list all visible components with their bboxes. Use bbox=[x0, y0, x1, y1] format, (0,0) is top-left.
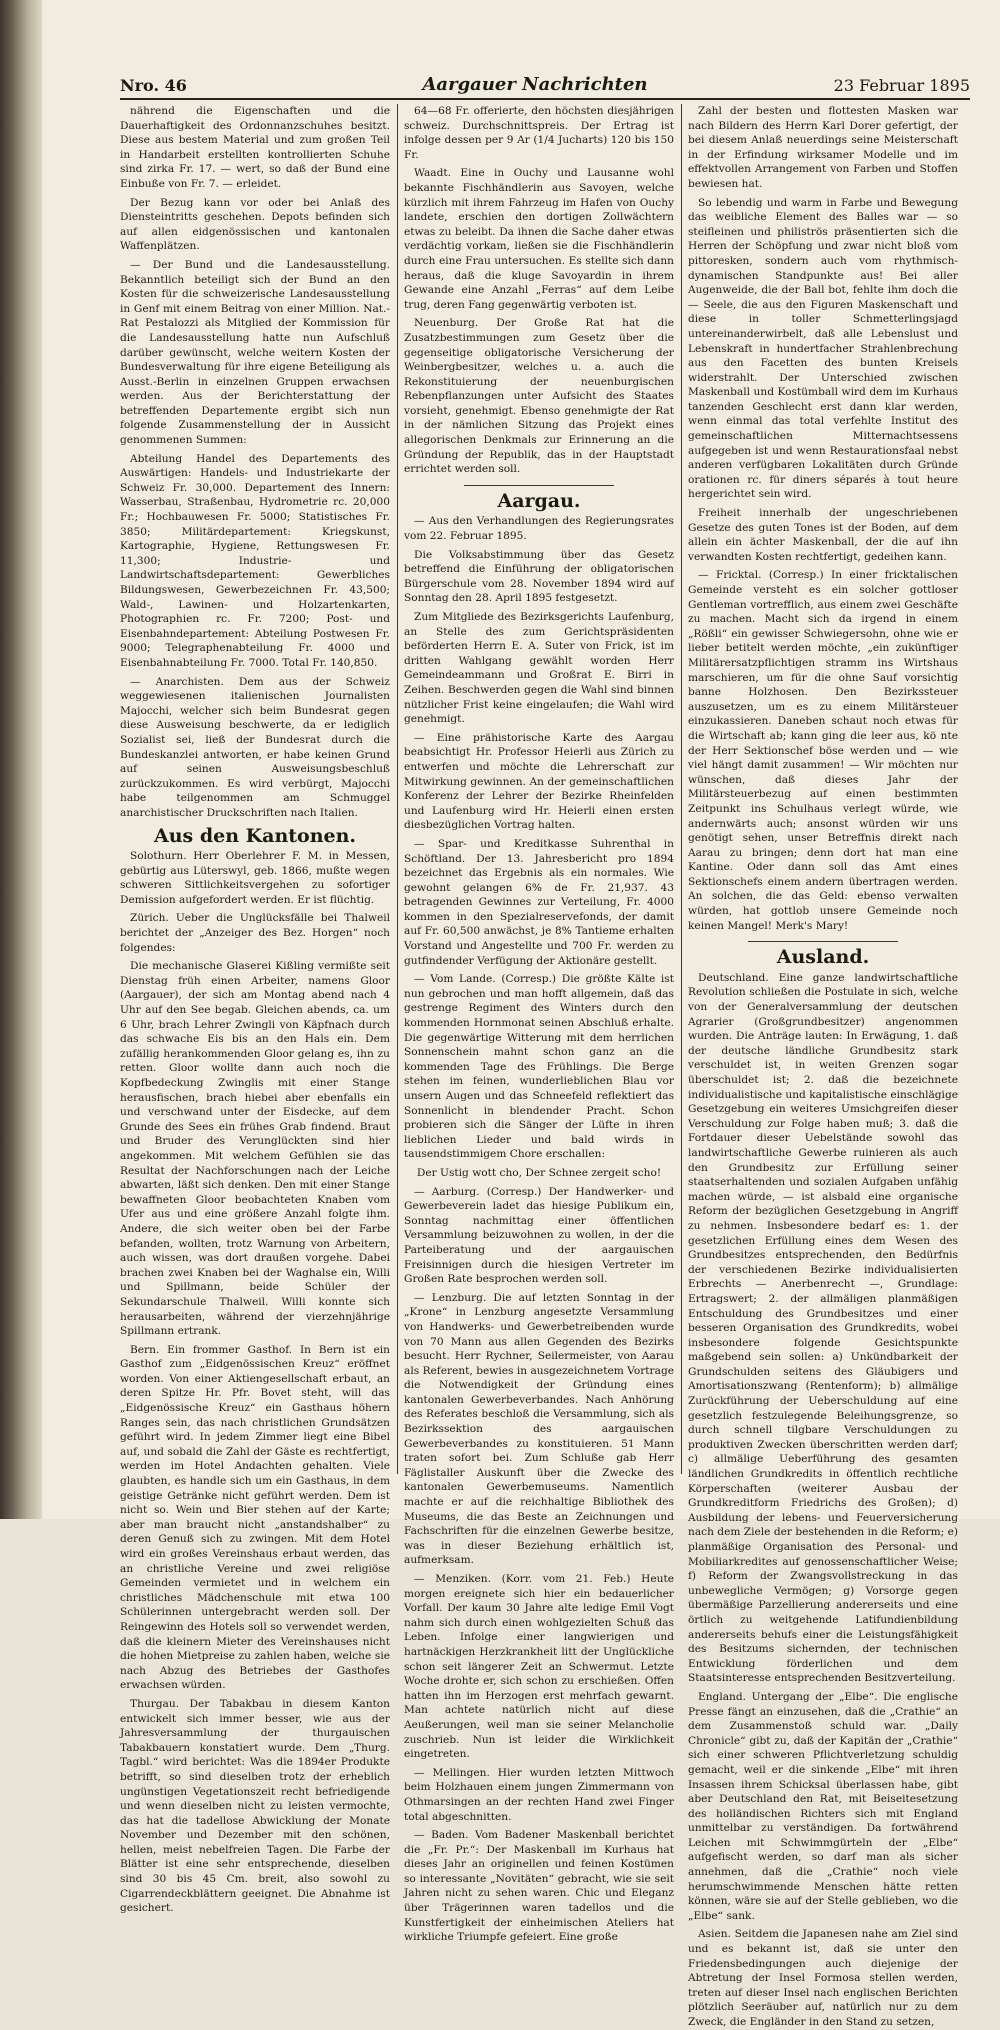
section-divider bbox=[464, 485, 614, 486]
article-paragraph: Solothurn. Herr Oberlehrer F. M. in Messen, gebürtig aus Lüterswyl, geb. 1866, mußte wegen schweren Sittlichkeitsvergehen zu sofortiger Demission aufgefordert werden. Er ist flüchtig. bbox=[120, 850, 390, 906]
section-divider bbox=[748, 941, 898, 942]
section-heading-aargau: Aargau. bbox=[497, 489, 581, 512]
article-paragraph: Der Ustig wott cho, Der Schnee zergeit scho! bbox=[416, 1166, 662, 1179]
article-paragraph: Waadt. Eine in Ouchy und Lausanne wohl bekannte Fischhändlerin aus Savoyen, welche kürzlich mit ihrem Fahrzeug im Hafen von Ouchy landete, erschien den dortigen Zollwächtern etwas zu beleibt. Da ihnen die Sache daher etwas verdächtig vorkam, ließen sie die Fischhändlerin durch eine Frau untersuchen. Es stellte sich dann heraus, daß die kluge Savoyardin in ihrem Gewande eine Anzahl „Ferras“ auf dem Leibe trug, deren Fang gegenwärtig verboten ist. bbox=[404, 167, 674, 311]
article-paragraph: Die Volksabstimmung über das Gesetz betreffend die Einführung der obligatorischen Bürgerschule vom 28. November 1894 wird auf Sonntag den 28. April 1895 festgesetzt. bbox=[404, 548, 674, 605]
article-paragraph: So lebendig und warm in Farbe und Bewegung das weibliche Element des Balles war — so steifleinen und philiströs präsentierten sich die Herren der Schöpfung und zwar nicht bloß vom pittoresken, sondern auch vom rhythmisch-dynamischen Standpunkte aus! Bei aller Augenweide, die der Ball bot, fehlte ihm doch die — Seele, die aus den Figuren Maskenschaft und diese in toller Schmetterlingsjagd untereinanderwirbelt, daß alle Lebenslust und Lebenskraft in hundertfacher Strahlenbrechung aus den Facetten des bunten Kreisels widerstrahlt. Der Unterschied zwischen Maskenball und Kostümball wird dem im Kurhaus tanzenden Geschlecht erst dann klar werden, wenn einmal das total verfehlte Institut des gemeinschaftlichen Mitternachtsessens aufgegeben ist und wenn Restaurationsfaal nebst anderen verfügbaren Lokalitäten durch Gründe orationen rc. für diners séparés à tout heure hergerichtet sein wird. bbox=[688, 196, 958, 501]
page-header bbox=[100, 70, 970, 100]
article-paragraph: Bern. Ein frommer Gasthof. In Bern ist ein Gasthof zum „Eidgenössischen Kreuz“ eröffnet worden. Von einer Aktiengesellschaft erbaut, an deren Spitze Hr. Pfr. Bovet steht, will das „Eidgenössische Kreuz“ ein Gasthaus höhern Ranges sein, das nach christlichen Grundsätzen geführt wird. In jedem Zimmer liegt eine Bibel auf, und sobald die Zahl der Gäste es rechtfertigt, werden im Hotel Andachten gehalten. Viele glaubten, es handle sich um ein Gasthaus, in dem geistige Getränke nicht geführt werden. Dem ist nicht so. Wein und Bier stehen auf der Karte; aber man braucht nicht „anstandshalber“ zu deren Genuß sich zu zwingen. Mit dem Hotel wird ein großes Vereinshaus erbaut werden, das an christliche Vereine und zwei religiöse Gemeinden vermietet und in welchem ein christliches Mädchenschule mit etwa 100 Schülerinnen untergebracht werden soll. Der Reingewinn des Hotels soll so verwendet werden, daß die kleinern Mieter des Vereinshauses nicht die hohen Mietpreise zu zahlen haben, welche sie nach Abzug des Betriebes der Gasthofes erwachsen würden. bbox=[120, 1343, 390, 1692]
article-paragraph: — Vom Lande. (Corresp.) Die größte Kälte ist nun gebrochen und man hofft allgemein, daß das gestrenge Regiment des Winters durch den kommenden Hornmonat seinen Abschluß erhalte. Die gegenwärtige Witterung mit dem herrlichen Sonnenschein mahnt schon ganz an die kommenden Tage des Frühlings. Die Berge stehen im feinen, wunderlieblichen Blau vor unsern Augen und das Schneefeld reflektiert das Sonnenlicht in blendender Pracht. Schon probieren sich die Sänger der Lüfte in ihren lieblichen Lieder und bald wirds in tausendstimmigem Chore erschallen: bbox=[404, 973, 674, 1161]
article-paragraph: Freiheit innerhalb der ungeschriebenen Gesetze des guten Tones ist der Boden, auf dem allein ein ächter Maskenball, der die auf ihn verwandten Kosten rechtfertigt, gedeihen kann. bbox=[688, 507, 958, 563]
article-paragraph: Neuenburg. Der Große Rat hat die Zusatzbestimmungen zum Gesetz über die gegenseitige obligatorische Versicherung der Weinbergbesitzer, welches u. a. auch die Rekonstituierung der neuenburgischen Rebenpflanzungen unter Aufsicht des Staates vorsieht, genehmigt. Ebenso genehmigte der Rat in der nämlichen Sitzung das Projekt eines allegorischen Denkmals zur Erinnerung an die Gründung der Republik, das in der Hauptstadt errichtet werden soll. bbox=[404, 317, 674, 476]
article-paragraph: Deutschland. Eine ganze landwirtschaftliche Revolution schließen die Postulate in sich, welche von der Generalversammlung der deutschen Agrarier (Großgrundbesitzer) angenommen wurden. Die Anträge lauten: In Erwägung, 1. daß der deutsche ländliche Grundbesitz stark verschuldet ist, in weiten Grenzen sogar überschuldet ist; 2. daß die bezeichnete individualistische und kapitalistische einschlägige Gesetzgebung ein weiteres Umsichgreifen dieser Verschuldung zur Folge haben muß; 3. daß die Fortdauer dieser Uebelstände sowohl das landwirtschaftliche Gewerbe ruinieren als auch den Grundbesitz zur Erfüllung seiner staatserhaltenden und sozialen Aufgaben unfähig machen würde, — ist alsbald eine organische Reform der bezüglichen Gesetzgebung in Angriff zu nehmen. Insbesondere bedarf es: 1. der gesetzlichen Erfüllung eines dem Wesen des Grundbesitzes entsprechenden, den Bedürfnis der verschiedenen Bezirke individualisierten Erbrechts — Anerbenrecht —, Grundlage: Ertragswert; 2. der allmäligen planmäßigen Entschuldung des Grundbesitzes und einer besseren Organisation des Grundkredits, wobei insbesondere folgende Gesichtspunkte maßgebend sein sollen: a) Unkündbarkeit der Grundschulden seitens des Gläubigers und Amortisationszwang (Rentenform); b) allmälige Zurückführung der Ueberschuldung auf eine gesetzlich festzulegende Beleihungsgrenze, so durch schnell tilgbare Verschuldungen zu produktiven Zwecken überschritten werden darf; c) allmälige Ueberführung des gesamten ländlichen Grundkredits in öffentlich rechtliche Körperschaften (weiterer Ausbau der Grundkreditform Friedrichs des Großen); d) Ausbildung der lebens- und Feuerversicherung nach dem Ziele der bestehenden in die Reform; e) planmäßige Organisation des Personal- und Mobiliarkredites auf genossenschaftlicher Weise; f) Reform der Zwangsvollstreckung in das unbewegliche Vermögen; g) Vorsorge gegen übermäßige Parzellierung andererseits und eine örtlich zu weitgehende Latifundienbildung andererseits behufs einer die Leistungsfähigkeit des Besitzums sichernden, der technischen Entwicklung förderlichen und dem Staatsinteresse entsprechenden Besitzverteilung. bbox=[688, 971, 958, 1685]
article-paragraph: Asien. Seitdem die Japanesen nahe am Ziel sind und es bekannt ist, daß sie unter den Friedensbedingungen auch diejenige der Abtretung der Insel Formosa stellen werden, treten auf dieser Insel nach englischen Berichten plötzlich Seeräuber auf, natürlich nur zu dem Zweck, die Engländer in den Stand zu setzen, bbox=[688, 1928, 958, 2028]
article-paragraph: — Eine prähistorische Karte des Aargau beabsichtigt Hr. Professor Heierli aus Zürich zu entwerfen und möchte die Lehrerschaft zur Mitwirkung gewinnen. An der gemeinschaftlichen Konferenz der Lehrer der Bezirke Rheinfelden und Laufenburg wird Hr. Heierli einen ersten diesbezüglichen Vortrag halten. bbox=[404, 731, 674, 832]
article-paragraph: — Baden. Vom Badener Maskenball berichtet die „Fr. Pr.“: Der Maskenball im Kurhaus hat dieses Jahr an originellen und feinen Kostümen so interessante „Novitäten“ gebracht, wie sie seit Jahren nicht zu sehen waren. Chic und Eleganz über Trägerinnen waren tadellos und die Kunstfertigkeit der einheimischen Ateliers hat wirkliche Triumpfe gefeiert. Eine große bbox=[404, 1829, 674, 1944]
article-paragraph: England. Untergang der „Elbe“. Die englische Presse fängt an einzusehen, daß die „Crathie“ an dem Zusammenstoß schuld war. „Daily Chronicle“ gibt zu, daß der Kapitän der „Crathie“ sich einer schweren Pflichtverletzung schuldig gemacht, weil er die sinkende „Elbe“ mit ihren Insassen ihrem Schicksal überlassen habe, gibt aber Deutschland den Rat, mit Beiseitesetzung des holländischen Richters sich mit England unmittelbar zu verständigen. Da fortwährend Leichen mit Schwimmgürteln der „Elbe“ aufgefischt werden, so darf man als sicher annehmen, daß die „Crathie“ noch viele herumschwimmende Menschen hätte retten können, wäre sie auf der Stelle geblieben, wo die „Elbe“ sank. bbox=[688, 1690, 958, 1922]
article-paragraph: — Menziken. (Korr. vom 21. Feb.) Heute morgen ereignete sich hier ein bedauerlicher Vorfall. Der kaum 30 Jahre alte ledige Emil Vogt nahm sich durch einen wohlgezielten Schuß das Leben. Infolge einer langwierigen und hartnäckigen Herzkrankheit litt der Unglückliche schon seit längerer Zeit an Schwermut. Letzte Woche drohte er, sich schon zu erschießen. Offen hatten ihn im Herzogen erst mehrfach gewarnt. Man achtete natürlich nicht auf diese Aeußerungen, weil man sie seiner Melancholie zuschrieb. Nun ist leider die Wirklichkeit eingetreten. bbox=[404, 1573, 674, 1761]
section-heading-abroad: Ausland. bbox=[776, 946, 870, 969]
article-paragraph: — Fricktal. (Corresp.) In einer fricktalischen Gemeinde versteht es ein solcher gottloser Gentleman vortrefflich, aus einem zwei Geschäfte zu machen. Macht sich da irgend in einem „Rößli“ ein gewisser Schwiegersohn, ohne wie er lieber betitelt werden möchte, „ein zukünftiger Militärersatzpflichtigen stramm ins Wirtshaus marschieren, um für die ohne Sauf vorsichtig banne Holzhosen. Den Bezirkssteuer auszusetzen, um es zu einem Militärsteuer einzukassieren. Daneben schaut noch etwas für die Wirtschaft ab; kann ging die leer aus, kö nte der Herr Sektionschef böse werden und — wie viel hängt damit zusammen! — Wir möchten nur wünschen, daß dieses Jahr der Militärsteuerbezug auf einen bestimmten Zeitpunkt ins Schulhaus verlegt würde, wie andernwärts auch; ansonst würden wir uns genötigt sehen, unser Betreffnis direkt nach Aarau zu bringen; denn dort hat man eine Kantine. Oder dann soll das Amt eines Sektionschefs einem andern übertragen werden. An solchen, die das Geld: ebenso verwalten würden, hat gottlob unsere Gemeinde noch keinen Mangel! Merk's Mary! bbox=[688, 569, 958, 932]
article-paragraph: Zahl der besten und flottesten Masken war nach Bildern des Herrn Karl Dorer gefertigt, der bei diesem Anlaß neuerdings seine Meisterschaft in der Erfindung wirksamer Modelle und im effektvollen Arrangement von Farben und Stoffen bewiesen hat. bbox=[688, 105, 958, 190]
column-rule bbox=[397, 104, 398, 1474]
article-paragraph: — Spar- und Kreditkasse Suhrenthal in Schöftland. Der 13. Jahresbericht pro 1894 bezeichnet das Ergebnis als ein normales. Wie gewohnt gelangen 6% de Fr. 21,937. 43 betragenden Gewinnes zur Verteilung, Fr. 4000 kommen in den Spezialreservefonds, der damit auf Fr. 60,500 anwächst, je 8% Tantieme erhalten Vorstand und Angestellte und 700 Fr. werden zu gutfindender Verfügung der Aktionäre gestellt. bbox=[404, 837, 674, 967]
article-paragraph: — Lenzburg. Die auf letzten Sonntag in der „Krone“ in Lenzburg angesetzte Versammlung von Handwerks- und Gewerbetreibenden wurde von 70 Mann aus allen Gegenden des Bezirks besucht. Herr Rychner, Seilermeister, von Aarau als Referent, bewies in ausgezeichnetem Vortrage die Notwendigkeit der Gründung eines kantonalen Gewerbeverbandes. Nach Anhörung des Referates beschloß die Versammlung, sich als Bezirkssektion des aargauischen Gewerbeverbandes zu konstituieren. 51 Mann traten sofort bei. Zum Schluße gab Herr Fäglistaller Auskunft über die Zwecke des kantonalen Gewerbemuseums. Namentlich machte er auf die reichhaltige Bibliothek des Museums, die das Beste an Zeichnungen und Fachschriften für die einzelnen Gewerbe besitze, was in dieser Beziehung erhältlich ist, aufmerksam. bbox=[404, 1291, 674, 1567]
masthead: Aargauer Nachrichten bbox=[422, 74, 648, 95]
article-paragraph: Thurgau. Der Tabakbau in diesem Kanton entwickelt sich immer besser, wie aus der Jahresversammlung der thurgauischen Tabakbauern konstatiert wurde. Dem „Thurg. Tagbl.“ wird berichtet: Was die 1894er Produkte betrifft, so sind dieselben trotz der erheblich ungünstigen Vegetationszeit recht befriedigende und wenn dieselben nicht zu leisten vermochte, das hat die tadellose Abwicklung der Monate November und Dezember mit den schönen, hellen, meist nebelfreien Tagen. Die Farbe der Blätter ist eine sehr entsprechende, dieselben sind 30 bis 45 Cm. breit, also sowohl zu Cigarrendeckblättern geeignet. Die Abnahme ist gesichert. bbox=[120, 1697, 390, 1915]
binding-spine bbox=[0, 0, 42, 1519]
column-2 bbox=[404, 104, 674, 1944]
article-paragraph: 64—68 Fr. offerierte, den höchsten diesjährigen schweiz. Durchschnittspreis. Der Ertrag ist infolge dessen per 9 Ar (1/4 Jucharts) 120 bis 150 Fr. bbox=[404, 105, 674, 161]
article-paragraph: — Anarchisten. Dem aus der Schweiz weggewiesenen italienischen Journalisten Majocchi, welcher sich beim Bundesrat gegen diese Ausweisung beschwerte, da er lediglich Sozialist sei, ließ der Bundesrat durch die Bundeskanzlei antworten, er habe keinen Grund auf seinen Ausweisungsbeschluß zurückzukommen. Es wird verbürgt, Majocchi habe teilgenommen am Schmuggel anarchistischer Druckschriften nach Italien. bbox=[120, 675, 390, 819]
article-paragraph: — Mellingen. Hier wurden letzten Mittwoch beim Holzhauen einem jungen Zimmermann von Othmarsingen an der rechten Hand zwei Finger total abgeschnitten. bbox=[404, 1766, 674, 1823]
article-paragraph: — Aarburg. (Corresp.) Der Handwerker- und Gewerbeverein ladet das hiesige Publikum ein, Sonntag nachmittag einer öffentlichen Versammlung beizuwohnen zu wollen, in der die Parteiberatung und der aargauischen Freisinnigen durch die hiesigen Vertreter im Großen Rate besprochen werden soll. bbox=[404, 1185, 674, 1286]
article-paragraph: Abteilung Handel des Departements des Auswärtigen: Handels- und Industriekarte der Schweiz Fr. 30,000. Departement des Innern: Wasserbau, Straßenbau, Hydrometrie rc. 20,000 Fr.; Hochbauwesen Fr. 5000; Statistisches Fr. 3850; Militärdepartement: Kriegskunst, Kartographie, Hygiene, Rettungswesen Fr. 11,300; Industrie- und Landwirtschaftsdepartement: Gewerbliches Bildungswesen, Gewerbezeichnen Fr. 43,500; Wald-, Lawinen- und Holzartenkarten, Photographien rc. Fr. 7200; Post- und Eisenbahndepartement: Abteilung Postwesen Fr. 9000; Telegraphenabteilung Fr. 4000 und Eisenbahnabteilung Fr. 7000. Total Fr. 140,850. bbox=[120, 452, 390, 669]
issue-date: 23 Februar 1895 bbox=[833, 76, 970, 95]
column-rule bbox=[681, 104, 682, 1474]
article-paragraph: Zum Mitgliede des Bezirksgerichts Laufenburg, an Stelle des zum Gerichtspräsidenten beförderten Herrn E. A. Suter von Frick, ist im dritten Wahlgang gewählt worden Herr Gemeindeammann und Großrat E. Birri in Zeihen. Beschwerden gegen die Wahl sind binnen nützlicher Frist keine eingelaufen; die Wahl wird genehmigt. bbox=[404, 611, 674, 726]
page-body bbox=[100, 60, 970, 2028]
article-paragraph: nährend die Eigenschaften und die Dauerhaftigkeit des Ordonnanzschuhes besitzt. Diese aus bestem Material und zum großen Teil in Handarbeit erstellten kontrollierten Schuhe sind zirka Fr. 17. — wert, so daß der Bund eine Einbuße von Fr. 7. — erleidet. bbox=[120, 105, 390, 190]
article-paragraph: — Aus den Verhandlungen des Regierungsrates vom 22. Februar 1895. bbox=[404, 515, 674, 543]
column-1 bbox=[120, 104, 390, 1915]
article-paragraph: Der Bezug kann vor oder bei Anlaß des Diensteintritts geschehen. Depots befinden sich auf allen eidgenössischen und kantonalen Waffenplätzen. bbox=[120, 196, 390, 253]
column-3 bbox=[688, 104, 958, 2028]
header-rule bbox=[120, 98, 970, 100]
article-paragraph: Die mechanische Glaserei Kißling vermißte seit Dienstag früh einen Arbeiter, namens Gloor (Aargauer), der sich am Montag abend nach 4 Uhr auf den See begab. Gleichen abends, ca. um 6 Uhr, brach Lehrer Zwingli von Käpfnach durch das schwache Eis bis an den Hals ein. Dem zufällig herankommenden Gloor gelang es, ihn zu retten. Gloor wollte dann auch noch die Kopfbedeckung Zwinglis mit einer Stange herausfischen, brach hiebei aber ebenfalls ein und verschwand unter der Eisdecke, auf dem Grunde des Sees ein frühes Grab findend. Braut und Bruder des Verunglückten sind hier angekommen. Mit welchem Gefühlen sie das Resultat der Nachforschungen nach der Leiche abwarten, läßt sich denken. Den mit einer Stange bewaffneten Gloor beobachteten Knaben vom Ufer aus und eine größere Anzahl folgte ihm. Andere, die sich weiter oben bei der Farbe befanden, wollten, trotz Warnung von Arbeitern, auch wissen, was dort draußen vorgehe. Dabei brachen zwei Knaben bei der Waghalse ein, Willi und Spillmann, beide Schüler der Sekundarschule Thalweil. Willi konnte sich herausarbeiten, während der vierzehnjährige Spillmann ertrank. bbox=[120, 960, 390, 1338]
section-heading-cantons: Aus den Kantonen. bbox=[153, 824, 357, 847]
issue-number: Nro. 46 bbox=[120, 76, 187, 95]
article-paragraph: Zürich. Ueber die Unglücksfälle bei Thalweil berichtet der „Anzeiger des Bez. Horgen“ noch folgendes: bbox=[120, 912, 390, 954]
article-paragraph: — Der Bund und die Landesausstellung. Bekanntlich beteiligt sich der Bund an den Kosten für die schweizerische Landesausstellung in Genf mit einem Beitrag von einer Million. Nat.-Rat Pestalozzi als Mitglied der Kommission für die Landesausstellung hatte nun Aufschluß darüber gewünscht, welche weitern Kosten der Bundesverwaltung für ihre eigene Beteiligung als Ausst.-Berlin in einzelnen Gruppen erwachsen werden. Aus der Berichterstattung der betreffenden Departemente ergibt sich nun folgende Zusammenstellung der in Aussicht genommenen Summen: bbox=[120, 258, 390, 447]
